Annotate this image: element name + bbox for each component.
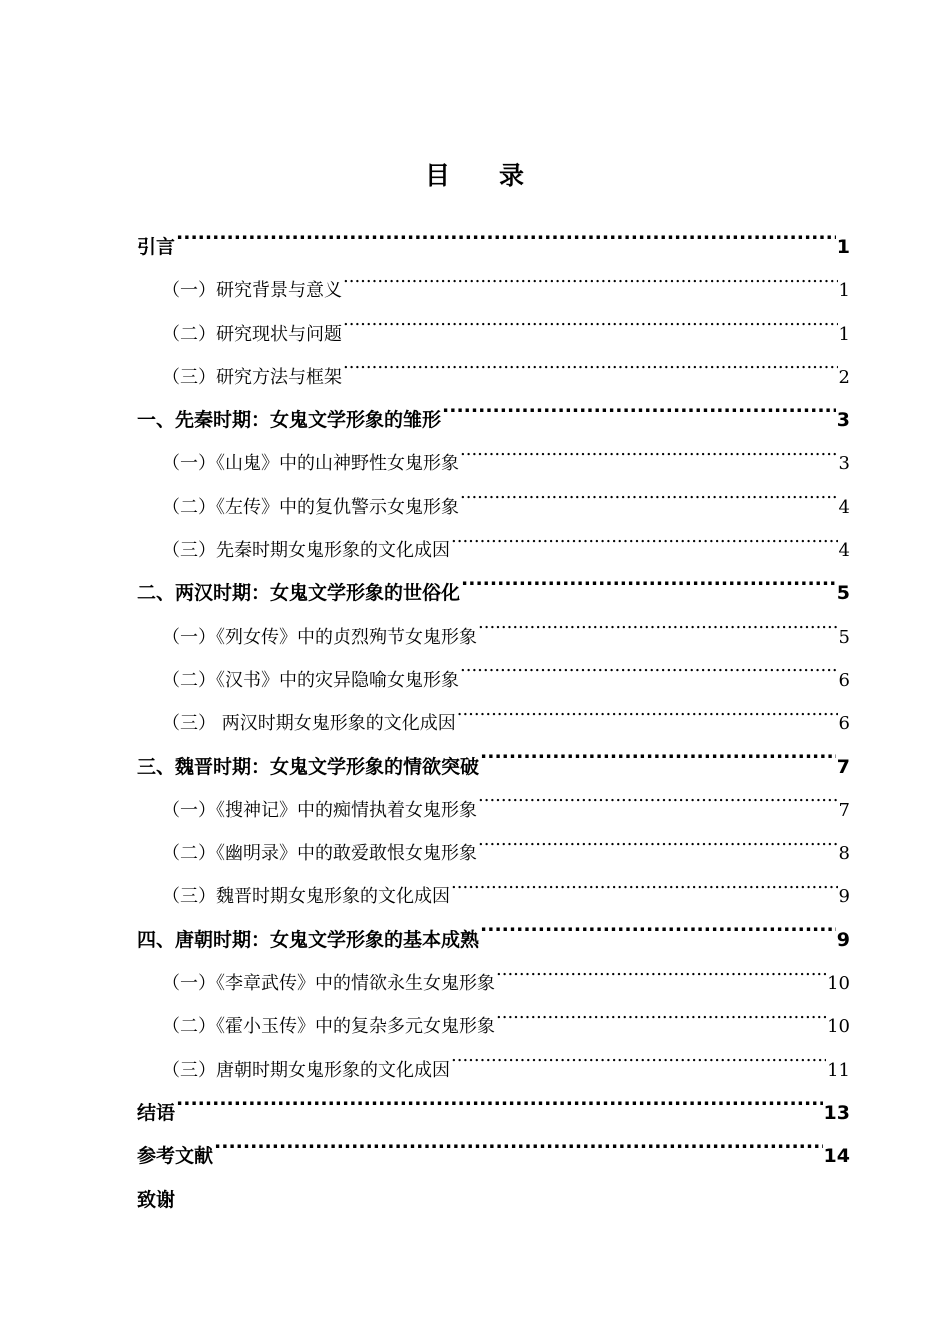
toc-entry-label: （二）《幽明录》中的敢爱敢恨女鬼形象 <box>162 843 477 865</box>
toc-title-char-1: 目 <box>424 161 451 190</box>
toc-dot-leader <box>176 234 836 253</box>
toc-dot-leader <box>460 668 838 686</box>
toc-entry-label: 一、先秦时期：女鬼文学形象的雏形 <box>137 409 442 432</box>
toc-section-entry[interactable] <box>137 875 850 918</box>
toc-entry-label: （一）《搜神记》中的痴情执着女鬼形象 <box>162 799 477 821</box>
table-of-contents <box>137 226 850 1222</box>
toc-page-number: 6 <box>838 669 850 691</box>
toc-section-entry[interactable] <box>137 616 850 659</box>
toc-section-entry[interactable] <box>137 442 850 485</box>
toc-chapter-entry[interactable] <box>137 746 850 789</box>
toc-page-number: 7 <box>838 799 850 821</box>
toc-entry-label: （二）《汉书》中的灾异隐喻女鬼形象 <box>162 669 459 691</box>
toc-entry-label: 参考文献 <box>137 1145 214 1168</box>
toc-chapter-entry[interactable] <box>137 1092 850 1135</box>
toc-dot-leader <box>457 711 838 729</box>
toc-section-entry[interactable] <box>137 313 850 356</box>
toc-title-char-2: 录 <box>499 161 526 190</box>
toc-page-number: 7 <box>836 755 850 778</box>
toc-section-entry[interactable] <box>137 702 850 745</box>
toc-entry-label: （二）研究现状与问题 <box>162 323 342 345</box>
toc-dot-leader <box>460 495 838 513</box>
toc-page-number: 1 <box>838 280 850 302</box>
toc-section-entry[interactable] <box>137 1005 850 1048</box>
toc-dot-leader <box>461 580 836 599</box>
toc-page-number: 3 <box>838 453 850 475</box>
toc-dot-leader <box>442 407 836 426</box>
toc-entry-label: （三）先秦时期女鬼形象的文化成因 <box>162 540 450 562</box>
toc-chapter-entry[interactable] <box>137 226 850 269</box>
toc-dot-leader <box>343 322 838 340</box>
toc-entry-label: （三） 两汉时期女鬼形象的文化成因 <box>162 713 456 735</box>
toc-entry-label: 引言 <box>137 236 176 258</box>
toc-page-number: 8 <box>838 843 850 865</box>
toc-entry-label: （二）《霍小玉传》中的复杂多元女鬼形象 <box>162 1016 495 1038</box>
toc-section-entry[interactable] <box>137 486 850 529</box>
toc-page-number: 9 <box>836 928 850 951</box>
toc-dot-leader <box>451 884 838 902</box>
toc-entry-label: （二）《左传》中的复仇警示女鬼形象 <box>162 496 459 518</box>
toc-chapter-entry[interactable] <box>137 572 850 615</box>
toc-dot-leader <box>478 625 838 643</box>
toc-section-entry[interactable] <box>137 1049 850 1092</box>
toc-section-entry[interactable] <box>137 659 850 702</box>
toc-entry-label: 三、魏晋时期：女鬼文学形象的情欲突破 <box>137 755 480 778</box>
toc-page-number: 5 <box>836 582 850 605</box>
toc-page-number: 14 <box>823 1145 850 1168</box>
toc-page-number: 5 <box>838 626 850 648</box>
toc-title <box>0 156 950 192</box>
toc-page-number: 11 <box>827 1059 850 1081</box>
toc-dot-leader <box>496 1014 826 1032</box>
toc-entry-label: （一）《山鬼》中的山神野性女鬼形象 <box>162 453 459 475</box>
toc-page-number: 1 <box>838 323 850 345</box>
toc-chapter-entry[interactable] <box>137 399 850 442</box>
toc-page-number: 1 <box>836 236 850 258</box>
toc-section-entry[interactable] <box>137 962 850 1005</box>
toc-section-entry[interactable] <box>137 269 850 312</box>
toc-dot-leader <box>480 754 836 773</box>
toc-entry-label: （三）研究方法与框架 <box>162 366 342 388</box>
toc-dot-leader <box>214 1143 823 1162</box>
toc-page-number: 10 <box>827 973 850 995</box>
toc-chapter-entry[interactable] <box>137 1135 850 1178</box>
toc-dot-leader <box>451 1058 826 1076</box>
toc-dot-leader <box>343 365 838 383</box>
toc-dot-leader <box>176 1100 823 1119</box>
toc-entry-label: 结语 <box>137 1101 176 1124</box>
toc-entry-label: 二、两汉时期：女鬼文学形象的世俗化 <box>137 582 461 605</box>
toc-entry-label: （一）《李章武传》中的情欲永生女鬼形象 <box>162 973 495 995</box>
toc-dot-leader <box>343 278 838 296</box>
toc-dot-leader <box>478 798 838 816</box>
toc-section-entry[interactable] <box>137 356 850 399</box>
toc-page-number: 10 <box>827 1016 850 1038</box>
toc-section-entry[interactable] <box>137 529 850 572</box>
toc-page-number: 3 <box>836 409 850 432</box>
toc-dot-leader <box>460 451 838 469</box>
toc-entry-label: （三）唐朝时期女鬼形象的文化成因 <box>162 1059 450 1081</box>
toc-chapter-entry[interactable] <box>137 919 850 962</box>
toc-page-number: 4 <box>838 540 850 562</box>
toc-entry-label: （三）魏晋时期女鬼形象的文化成因 <box>162 886 450 908</box>
toc-entry-label: （一）《列女传》中的贞烈殉节女鬼形象 <box>162 626 477 648</box>
toc-page-number: 4 <box>838 496 850 518</box>
toc-entry-label: 四、唐朝时期：女鬼文学形象的基本成熟 <box>137 928 480 951</box>
toc-entry-label: 致谢 <box>137 1188 176 1211</box>
toc-page-number: 13 <box>823 1101 850 1124</box>
toc-dot-leader <box>480 927 836 946</box>
toc-section-entry[interactable] <box>137 832 850 875</box>
toc-page-number: 2 <box>838 366 850 388</box>
toc-section-entry[interactable] <box>137 789 850 832</box>
toc-dot-leader <box>478 841 838 859</box>
toc-dot-leader <box>451 538 838 556</box>
toc-chapter-entry[interactable] <box>137 1179 850 1222</box>
toc-page-number: 9 <box>838 886 850 908</box>
toc-page-number: 6 <box>838 713 850 735</box>
toc-dot-leader <box>496 971 826 989</box>
toc-entry-label: （一）研究背景与意义 <box>162 280 342 302</box>
